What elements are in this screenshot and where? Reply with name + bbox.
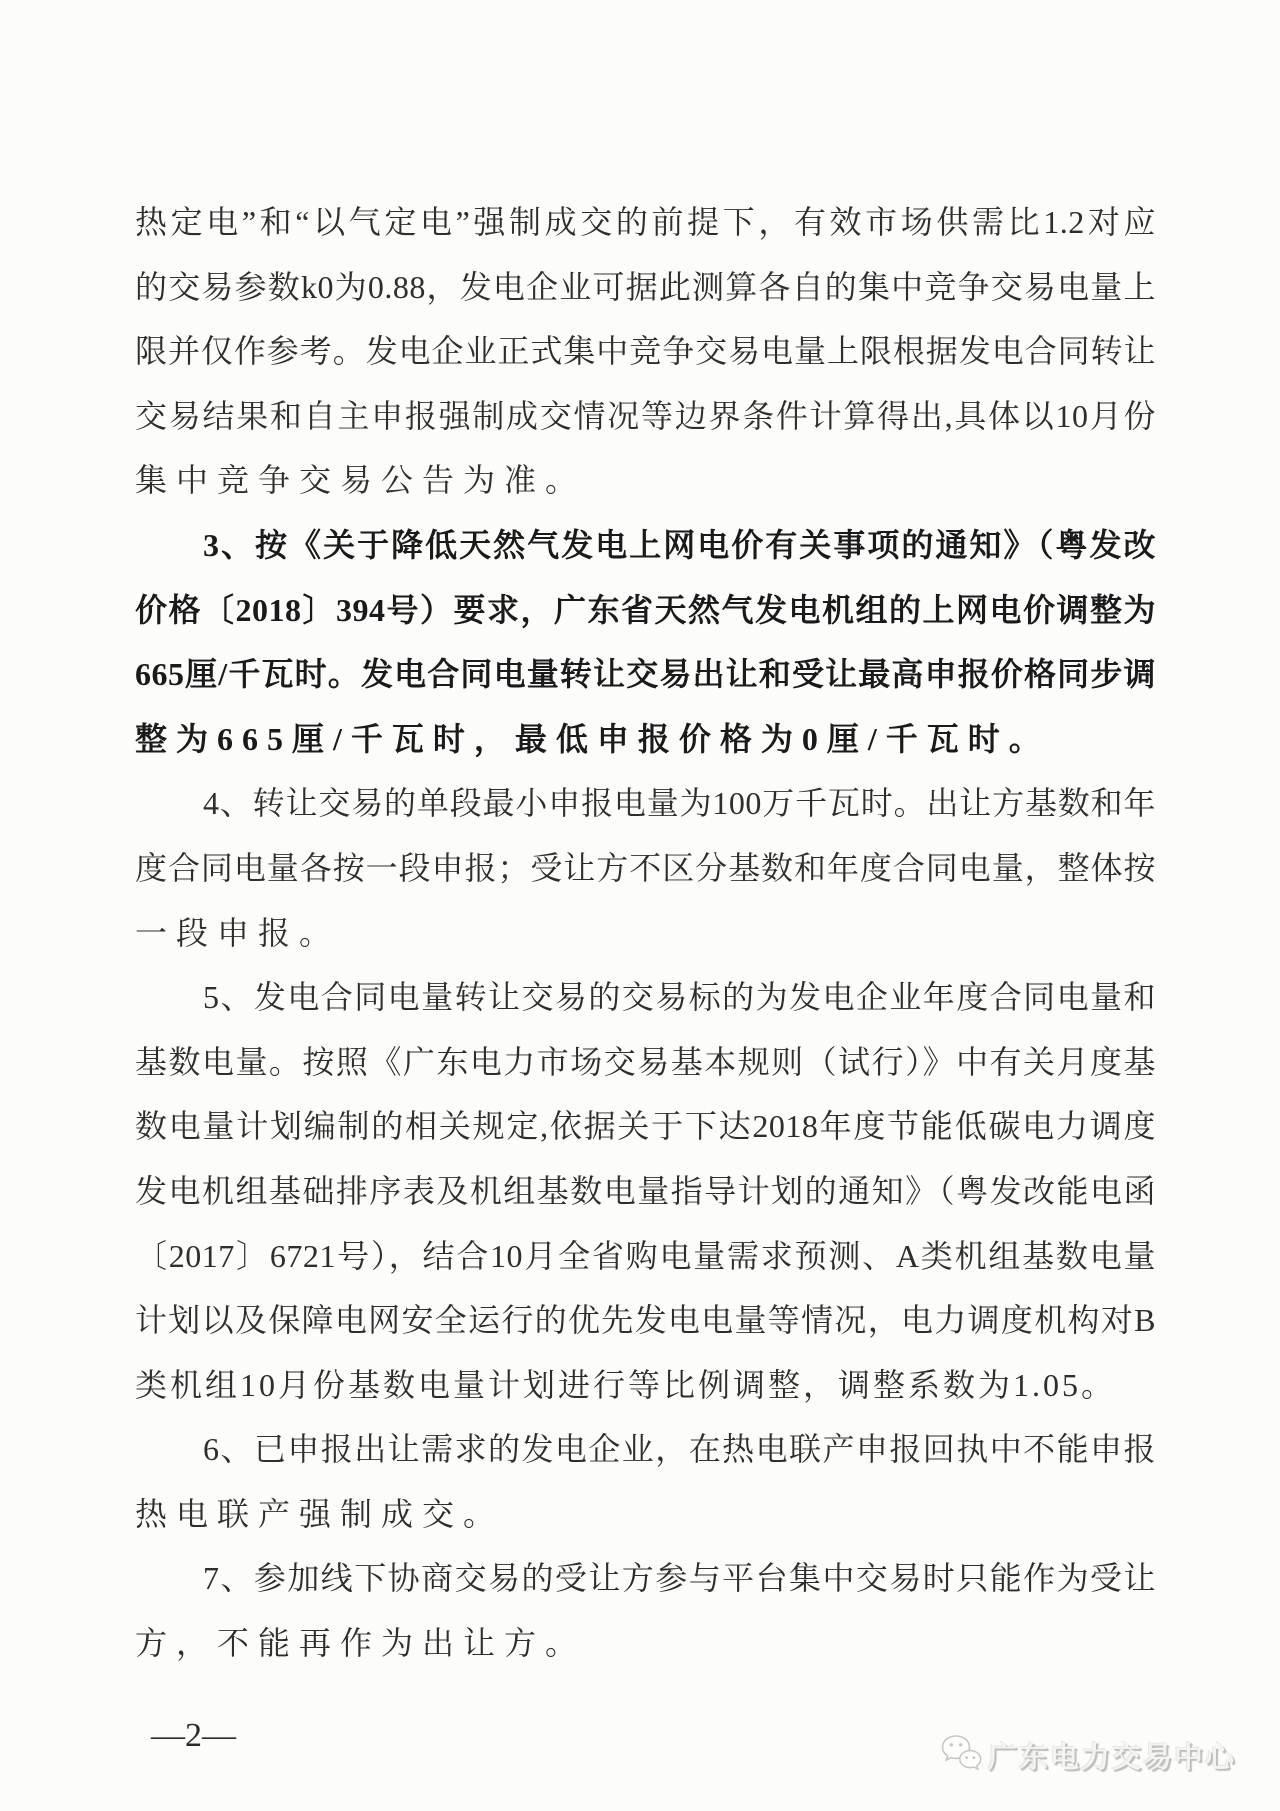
document-line: 数电量计划编制的相关规定,依据关于下达2018年度节能低碳电力调度 (135, 1108, 1156, 1145)
page-number: —2— (151, 1717, 236, 1754)
document-line-item-3: 3、按《关于降低天然气发电上网电价有关事项的通知》（粤发改 (203, 526, 1156, 563)
document-line: 一段申报。 (135, 914, 341, 951)
document-line: 类机组10月份基数电量计划进行等比例调整，调整系数为1.05。 (135, 1366, 1117, 1403)
document-line: 基数电量。按照《广东电力市场交易基本规则（试行）》中有关月度基 (135, 1043, 1156, 1080)
document-line: 价格〔2018〕394号）要求，广东省天然气发电机组的上网电价调整为 (135, 591, 1156, 628)
document-body (135, 190, 1156, 1676)
wechat-logo-icon (940, 1732, 982, 1779)
document-line: 交易结果和自主申报强制成交情况等边界条件计算得出,具体以10月份 (135, 397, 1156, 434)
document-line-item-5: 5、发电合同电量转让交易的交易标的为发电企业年度合同电量和 (203, 979, 1156, 1016)
document-line-item-7: 7、参加线下协商交易的受让方参与平台集中交易时只能作为受让 (203, 1560, 1156, 1597)
document-line: 整为665厘/千瓦时，最低申报价格为0厘/千瓦时。 (135, 720, 1050, 757)
document-line: 热定电”和“以气定电”强制成交的前提下，有效市场供需比1.2对应 (135, 204, 1156, 240)
document-line: 的交易参数k0为0.88，发电企业可据此测算各自的集中竞争交易电量上 (135, 268, 1156, 305)
document-line: 〔2017〕6721号），结合10月全省购电量需求预测、A类机组基数电量 (135, 1237, 1156, 1274)
document-line: 热电联产强制成交。 (135, 1495, 505, 1532)
document-line: 度合同电量各按一段申报；受让方不区分基数和年度合同电量，整体按 (135, 849, 1156, 886)
document-line: 发电机组基础排序表及机组基数电量指导计划的通知》（粤发改能电函 (135, 1172, 1156, 1209)
document-line-item-4: 4、转让交易的单段最小申报电量为100万千瓦时。出让方基数和年 (203, 785, 1156, 822)
watermark-text: 广东电力交易中心 (988, 1742, 1237, 1774)
document-line: 限并仅作参考。发电企业正式集中竞争交易电量上限根据发电合同转让 (135, 333, 1156, 370)
site-watermark (940, 1732, 1236, 1779)
document-line: 计划以及保障电网安全运行的优先发电电量等情况，电力调度机构对B (135, 1302, 1156, 1339)
document-line: 方，不能再作为出让方。 (135, 1625, 587, 1662)
document-line: 集中竞争交易公告为准。 (135, 462, 587, 499)
document-line: 665厘/千瓦时。发电合同电量转让交易出让和受让最高申报价格同步调 (135, 656, 1156, 693)
document-line-item-6: 6、已申报出让需求的发电企业，在热电联产申报回执中不能申报 (203, 1431, 1156, 1468)
